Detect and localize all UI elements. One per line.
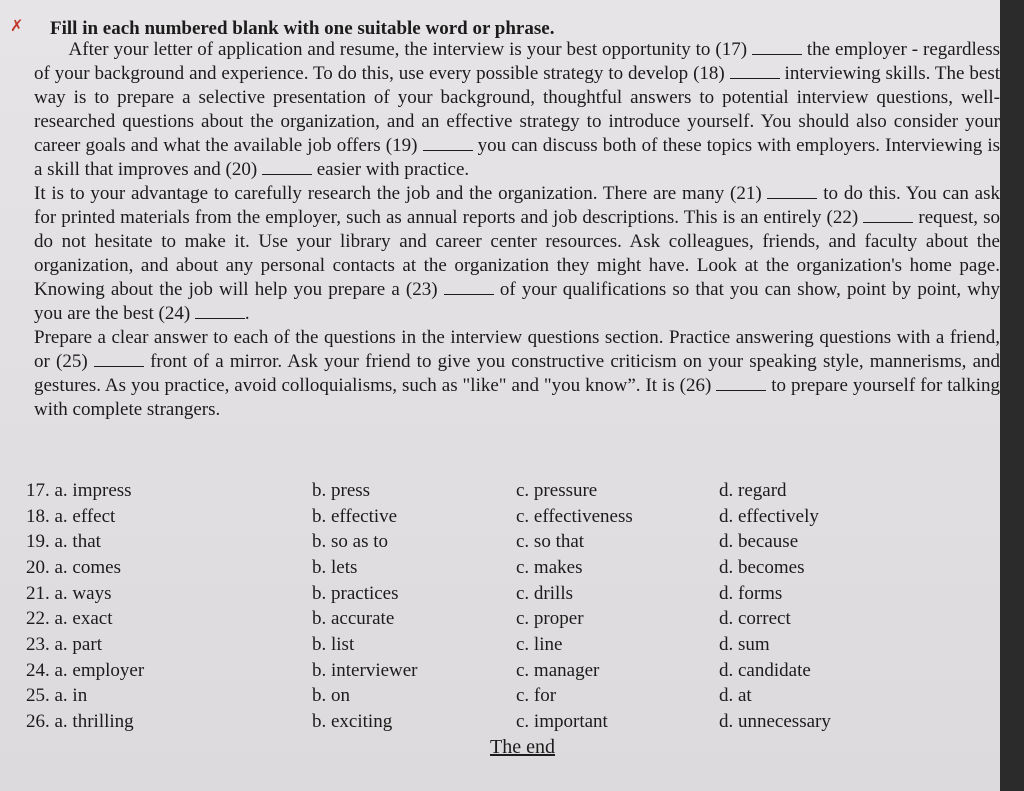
question-21-options	[26, 581, 986, 607]
option-a: 22. a. exact	[26, 608, 113, 630]
option-d: d. candidate	[719, 659, 811, 681]
option-d: d. sum	[719, 633, 770, 655]
question-26-options	[26, 709, 986, 735]
option-c: c. pressure	[516, 479, 598, 501]
blank-25	[94, 350, 144, 367]
option-c: c. drills	[516, 582, 573, 604]
question-24-options	[26, 658, 986, 684]
option-d: d. regard	[719, 479, 787, 501]
option-a: 23. a. part	[26, 633, 102, 655]
option-b: b. interviewer	[312, 659, 418, 681]
option-a: 21. a. ways	[26, 582, 112, 604]
paragraph-1	[34, 38, 1000, 182]
red-cross-mark: ✗	[10, 16, 24, 35]
option-c: c. important	[516, 711, 608, 733]
question-18-options	[26, 504, 986, 530]
passage-text: to do this. You can ask for printed materials from the employer, such as annual reports and job descriptions. This is an entirely (22)	[34, 183, 1000, 228]
instruction-heading: Fill in each numbered blank with one suitable word or phrase.	[50, 18, 555, 39]
question-17-options	[26, 478, 986, 504]
option-a: 26. a. thrilling	[26, 711, 134, 733]
option-d: d. forms	[719, 582, 783, 604]
option-d: d. becomes	[719, 556, 805, 578]
the-end-footer: The end	[490, 736, 555, 758]
option-a: 17. a. impress	[26, 479, 132, 501]
blank-20	[262, 158, 312, 175]
question-25-options	[26, 684, 986, 710]
passage-text: After your letter of application and resume, the interview is your best opportunity to (17)	[68, 39, 752, 60]
blank-23	[444, 278, 494, 295]
option-a: 19. a. that	[26, 531, 101, 553]
passage-text: front of a mirror. Ask your friend to give you constructive criticism on your speaking style, mannerisms, and gestures. As you practice, avoid colloquialisms, such as "like" and "you know”. It is (26)	[34, 351, 1001, 396]
blank-17	[752, 38, 802, 55]
paragraph-2	[34, 182, 1000, 326]
option-b: b. practices	[312, 582, 399, 604]
question-22-options	[26, 606, 986, 632]
reading-passage	[34, 38, 1000, 422]
question-20-options	[26, 555, 986, 581]
dark-edge-background	[1000, 0, 1024, 791]
answer-options	[26, 478, 986, 735]
option-d: d. unnecessary	[719, 711, 831, 733]
passage-text: It is to your advantage to carefully research the job and the organization. There are many (21)	[34, 183, 768, 204]
passage-text: to prepare yourself for talking with complete strangers.	[34, 375, 1001, 420]
option-d: d. correct	[719, 608, 791, 630]
blank-22	[863, 206, 913, 223]
option-c: c. effectiveness	[516, 505, 633, 527]
option-b: b. list	[312, 633, 355, 655]
option-c: c. line	[516, 633, 563, 655]
blank-21	[767, 182, 817, 199]
option-b: b. accurate	[312, 608, 395, 630]
option-d: d. because	[719, 531, 799, 553]
option-a: 20. a. comes	[26, 556, 121, 578]
option-c: c. for	[516, 685, 557, 707]
option-b: b. lets	[312, 556, 358, 578]
option-b: b. effective	[312, 505, 398, 527]
option-d: d. effectively	[719, 505, 819, 527]
blank-19	[423, 134, 473, 151]
option-b: b. press	[312, 479, 371, 501]
option-c: c. proper	[516, 608, 584, 630]
option-b: b. on	[312, 685, 350, 707]
passage-text: Prepare a clear answer to each of the questions in the interview questions section. Practice answering questions with a friend, or (25)	[34, 327, 1000, 372]
passage-text: .	[244, 303, 250, 324]
paragraph-3	[34, 326, 1000, 422]
question-23-options	[26, 632, 986, 658]
option-c: c. makes	[516, 556, 583, 578]
blank-24	[195, 302, 245, 319]
option-c: c. so that	[516, 531, 585, 553]
blank-26	[716, 374, 766, 391]
option-c: c. manager	[516, 659, 600, 681]
passage-text: request, so do not hesitate to make it. Use your library and career center resources. Ask colleagues, friends, and faculty about the organization, and about any personal contacts at the organization they might have. Look at the organization's home page. Knowing about the job will help you prepare a (23)	[34, 207, 1000, 300]
option-b: b. so as to	[312, 531, 388, 553]
passage-text: easier with practice.	[311, 159, 470, 180]
option-a: 25. a. in	[26, 685, 88, 707]
blank-18	[730, 62, 780, 79]
question-19-options	[26, 529, 986, 555]
passage-text: the employer - regardless of your background and experience. To do this, use every possible strategy to develop (18)	[34, 39, 1001, 84]
option-a: 24. a. employer	[26, 659, 145, 681]
option-a: 18. a. effect	[26, 505, 116, 527]
passage-text: interviewing skills. The best way is to prepare a selective presentation of your background, thoughtful answers to potential interview questions, well-researched questions about the organization, and an effective strategy to introduce yourself. You should also consider your career goals and what the available job offers (19)	[34, 63, 1000, 156]
option-d: d. at	[719, 685, 752, 707]
passage-text: of your qualifications so that you can show, point by point, why you are the best (24)	[34, 279, 1000, 324]
option-b: b. exciting	[312, 711, 393, 733]
passage-text: you can discuss both of these topics with employers. Interviewing is a skill that improves and (20)	[34, 135, 1000, 180]
